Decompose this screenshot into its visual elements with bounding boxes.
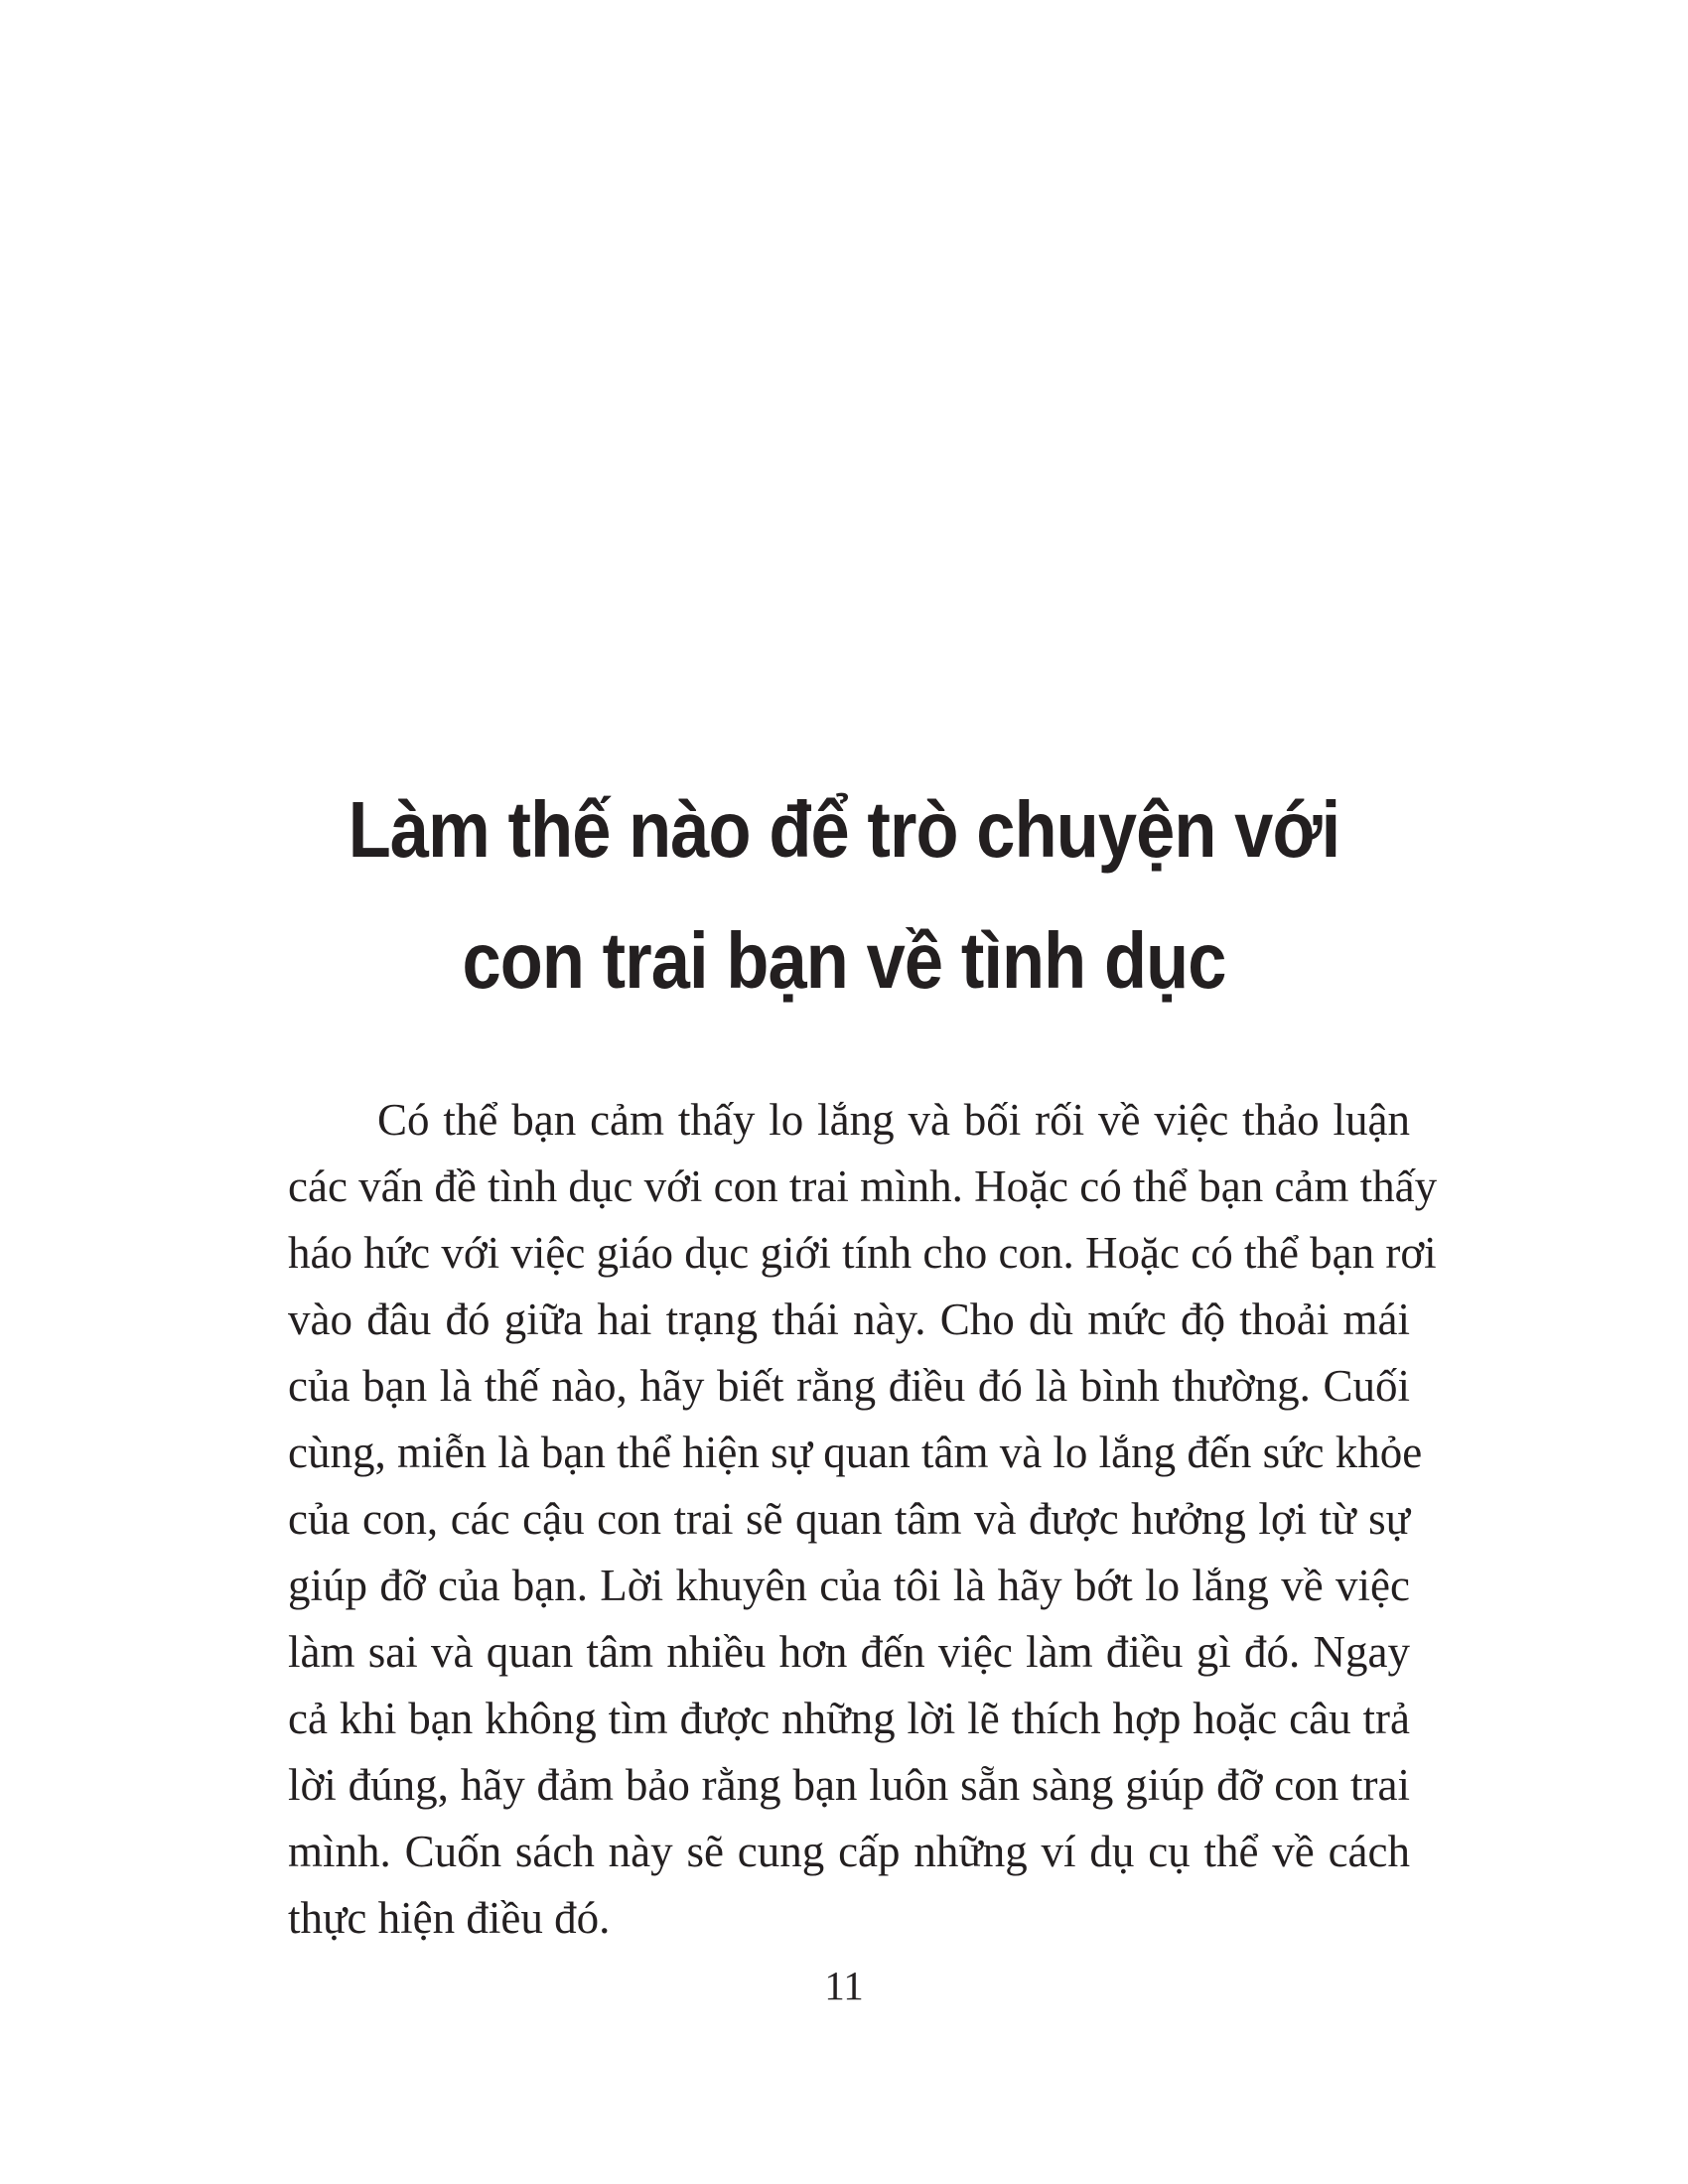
paragraph-line: làm sai và quan tâm nhiều hơn đến việc làm điều gì đó. Ngay <box>288 1627 1410 1677</box>
paragraph-line: Có thể bạn cảm thấy lo lắng và bối rối về việc thảo luận <box>377 1095 1410 1145</box>
paragraph-line: thực hiện điều đó. <box>288 1893 611 1943</box>
page-number: 11 <box>824 1963 864 2008</box>
paragraph-line: lời đúng, hãy đảm bảo rằng bạn luôn sẵn sàng giúp đỡ con trai <box>288 1760 1410 1810</box>
body-paragraph <box>288 1087 1438 1952</box>
paragraph-line: các vấn đề tình dục với con trai mình. Hoặc có thể bạn cảm thấy <box>288 1161 1438 1211</box>
chapter-title-line-2: con trai bạn về tình dục <box>462 916 1226 1005</box>
paragraph-line: giúp đỡ của bạn. Lời khuyên của tôi là hãy bớt lo lắng về việc <box>288 1561 1410 1610</box>
paragraph-line: vào đâu đó giữa hai trạng thái này. Cho dù mức độ thoải mái <box>288 1295 1410 1344</box>
paragraph-line: cả khi bạn không tìm được những lời lẽ thích hợp hoặc câu trả <box>288 1694 1410 1743</box>
paragraph-line: cùng, miễn là bạn thể hiện sự quan tâm và lo lắng đến sức khỏe <box>288 1428 1423 1477</box>
paragraph-line: của bạn là thế nào, hãy biết rằng điều đó là bình thường. Cuối <box>288 1361 1410 1411</box>
paragraph-line: háo hức với việc giáo dục giới tính cho con. Hoặc có thể bạn rơi <box>288 1228 1437 1278</box>
paragraph-line: mình. Cuốn sách này sẽ cung cấp những ví dụ cụ thể về cách <box>288 1827 1410 1876</box>
paragraph-line: của con, các cậu con trai sẽ quan tâm và được hưởng lợi từ sự <box>288 1494 1410 1544</box>
chapter-title-line-1: Làm thế nào để trò chuyện với <box>348 785 1340 874</box>
chapter-title <box>320 764 1368 1026</box>
